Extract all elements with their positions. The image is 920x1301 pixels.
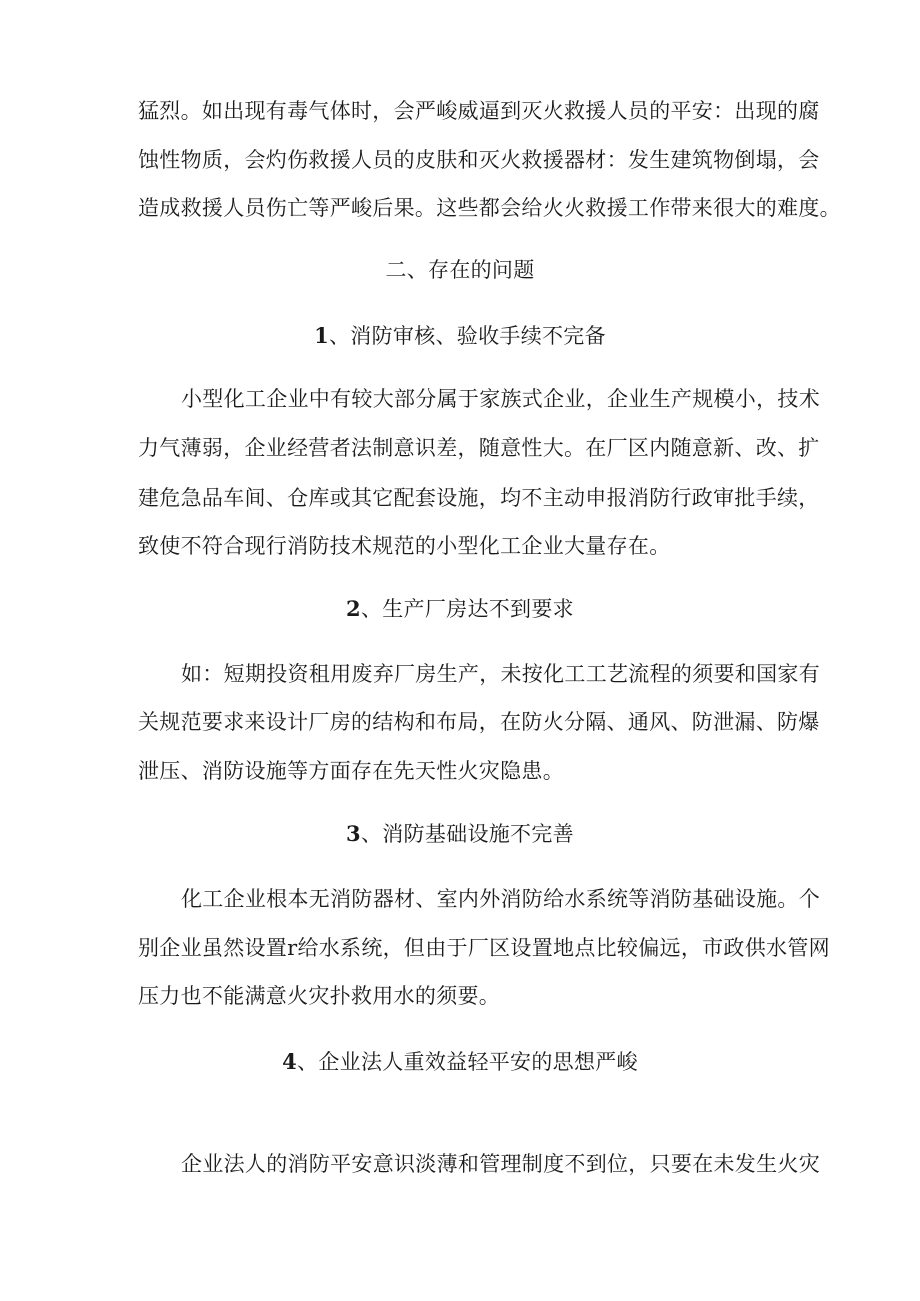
item-1-line-3: 建危急品车间、仓库或其它配套设施，均不主动申报消防行政审批手续，	[138, 486, 820, 510]
intro-line-3: 造成救援人员伤亡等严峻后果。这些都会给火火救援工作带来很大的难度。	[138, 196, 841, 220]
item-2-line-1: 如：短期投资租用废弃厂房生产，未按化工工艺流程的须要和国家有	[181, 662, 820, 686]
item-2-line-3: 泄压、消防设施等方面存在先天性火灾隐患。	[138, 759, 564, 783]
item-3-line-1: 化工企业根本无消防器材、室内外消防给水系统等消防基础设施。个	[181, 887, 820, 911]
item-4-line-1: 企业法人的消防平安意识淡薄和管理制度不到位，只要在未发生火灾	[181, 1152, 820, 1176]
intro-line-1: 猛烈。如出现有毒气体时，会严峻威逼到灭火救援人员的平安：出现的腐	[138, 99, 820, 123]
item-3-number: 3	[346, 821, 361, 846]
item-3-line-3: 压力也不能满意火灾扑救用水的须要。	[138, 984, 501, 1008]
section-title: 二、存在的问题	[385, 258, 535, 282]
item-2-heading	[0, 595, 920, 623]
item-4-title: 、企业法人重效益轻平安的思想严峻	[297, 1050, 638, 1074]
item-1-line-1: 小型化工企业中有较大部分属于家族式企业，企业生产规模小，技术	[181, 387, 820, 411]
item-3-heading	[0, 820, 920, 848]
item-3-title: 、消防基础设施不完善	[360, 822, 574, 846]
item-4-number: 4	[282, 1049, 298, 1074]
item-1-line-4: 致使不符合现行消防技术规范的小型化工企业大量存在。	[138, 534, 671, 558]
item-3-line-2: 别企业虽然设置r给水系统，但由于厂区设置地点比较偏远，市政供水管网	[138, 936, 830, 960]
item-4-heading	[0, 1048, 920, 1076]
item-1-heading	[0, 322, 920, 350]
item-2-line-2: 关规范要求来设计厂房的结构和布局，在防火分隔、通风、防泄漏、防爆	[138, 710, 820, 734]
item-1-line-2: 力气薄弱，企业经营者法制意识差，随意性大。在厂区内随意新、改、扩	[138, 436, 820, 460]
intro-line-2: 蚀性物质，会灼伤救援人员的皮肤和灭火救援器材：发生建筑物倒塌，会	[138, 148, 820, 172]
item-2-title: 、生产厂房达不到要求	[360, 597, 574, 621]
item-1-title: 、消防审核、验收手续不完备	[329, 324, 606, 348]
item-2-number: 2	[346, 596, 361, 621]
item-1-number: 1	[314, 323, 329, 348]
